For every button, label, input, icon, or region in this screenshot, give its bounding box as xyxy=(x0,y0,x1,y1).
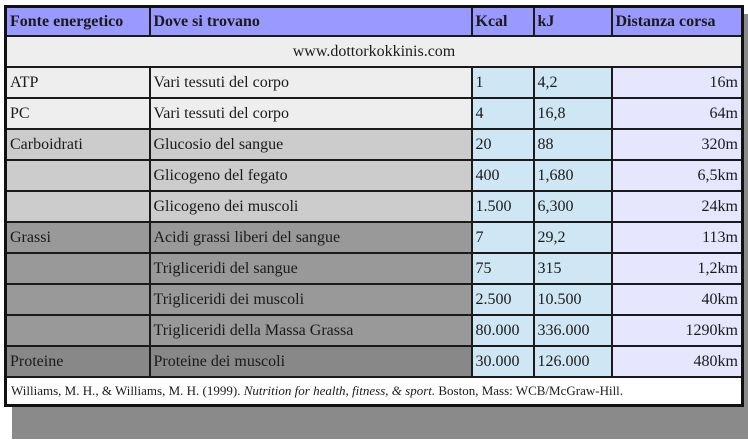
cell-location: Trigliceridi del sangue xyxy=(150,253,472,284)
header-distance: Distanza corsa xyxy=(612,7,743,37)
cell-location: Glicogeno del fegato xyxy=(150,160,472,191)
cell-location: Trigliceridi dei muscoli xyxy=(150,284,472,315)
energy-sources-table xyxy=(4,5,744,407)
table-row xyxy=(6,98,743,129)
table-row xyxy=(6,191,743,222)
table-row xyxy=(6,315,743,346)
cell-distance: 320m xyxy=(612,129,743,160)
cell-kcal: 7 xyxy=(472,222,534,253)
cell-distance: 40km xyxy=(612,284,743,315)
table-row xyxy=(6,253,743,284)
cell-distance: 1290km xyxy=(612,315,743,346)
cell-kcal: 400 xyxy=(472,160,534,191)
cell-kj: 10.500 xyxy=(534,284,612,315)
cell-source: Carboidrati xyxy=(6,129,150,160)
cell-location: Glucosio del sangue xyxy=(150,129,472,160)
cell-source xyxy=(6,191,150,222)
cell-distance: 480km xyxy=(612,346,743,377)
header-row xyxy=(6,7,743,37)
cell-location: Proteine dei muscoli xyxy=(150,346,472,377)
cell-source: Proteine xyxy=(6,346,150,377)
cell-kcal: 80.000 xyxy=(472,315,534,346)
cell-kj: 126.000 xyxy=(534,346,612,377)
website-row xyxy=(6,36,743,67)
cell-kj: 336.000 xyxy=(534,315,612,346)
cell-kj: 4,2 xyxy=(534,67,612,98)
cell-kj: 315 xyxy=(534,253,612,284)
cell-kcal: 1 xyxy=(472,67,534,98)
cell-distance: 64m xyxy=(612,98,743,129)
cell-distance: 6,5km xyxy=(612,160,743,191)
cell-location: Glicogeno dei muscoli xyxy=(150,191,472,222)
cell-distance: 113m xyxy=(612,222,743,253)
cell-location: Vari tessuti del corpo xyxy=(150,98,472,129)
cell-kj: 16,8 xyxy=(534,98,612,129)
cell-location: Acidi grassi liberi del sangue xyxy=(150,222,472,253)
header-kcal: Kcal xyxy=(472,7,534,37)
cell-kcal: 4 xyxy=(472,98,534,129)
table-row xyxy=(6,284,743,315)
cell-kj: 1,680 xyxy=(534,160,612,191)
cell-kcal: 30.000 xyxy=(472,346,534,377)
cell-kcal: 75 xyxy=(472,253,534,284)
citation-title: Nutrition for health, fitness, & sport. xyxy=(243,383,436,398)
cell-source: ATP xyxy=(6,67,150,98)
cell-distance: 16m xyxy=(612,67,743,98)
cell-distance: 24km xyxy=(612,191,743,222)
cell-source: PC xyxy=(6,98,150,129)
cell-source xyxy=(6,253,150,284)
cell-kcal: 1.500 xyxy=(472,191,534,222)
header-energy-source: Fonte energetico xyxy=(6,7,150,37)
cell-kj: 6,300 xyxy=(534,191,612,222)
table-row xyxy=(6,160,743,191)
cell-location: Trigliceridi della Massa Grassa xyxy=(150,315,472,346)
table-row xyxy=(6,129,743,160)
cell-kj: 88 xyxy=(534,129,612,160)
table-row xyxy=(6,222,743,253)
cell-source xyxy=(6,284,150,315)
cell-kj: 29,2 xyxy=(534,222,612,253)
header-location: Dove si trovano xyxy=(150,7,472,37)
citation-publisher: Boston, Mass: WCB/McGraw-Hill. xyxy=(435,383,624,398)
website-text: www.dottorkokkinis.com xyxy=(6,36,743,67)
cell-source xyxy=(6,315,150,346)
cell-kcal: 2.500 xyxy=(472,284,534,315)
cell-distance: 1,2km xyxy=(612,253,743,284)
energy-sources-table-wrapper xyxy=(4,5,741,407)
citation-authors: Williams, M. H., & Williams, M. H. (1999). xyxy=(11,383,244,398)
header-kj: kJ xyxy=(534,7,612,37)
citation-row xyxy=(6,377,743,406)
citation xyxy=(6,377,743,406)
table-row xyxy=(6,346,743,377)
cell-source: Grassi xyxy=(6,222,150,253)
cell-source xyxy=(6,160,150,191)
cell-location: Vari tessuti del corpo xyxy=(150,67,472,98)
table-row xyxy=(6,67,743,98)
cell-kcal: 20 xyxy=(472,129,534,160)
